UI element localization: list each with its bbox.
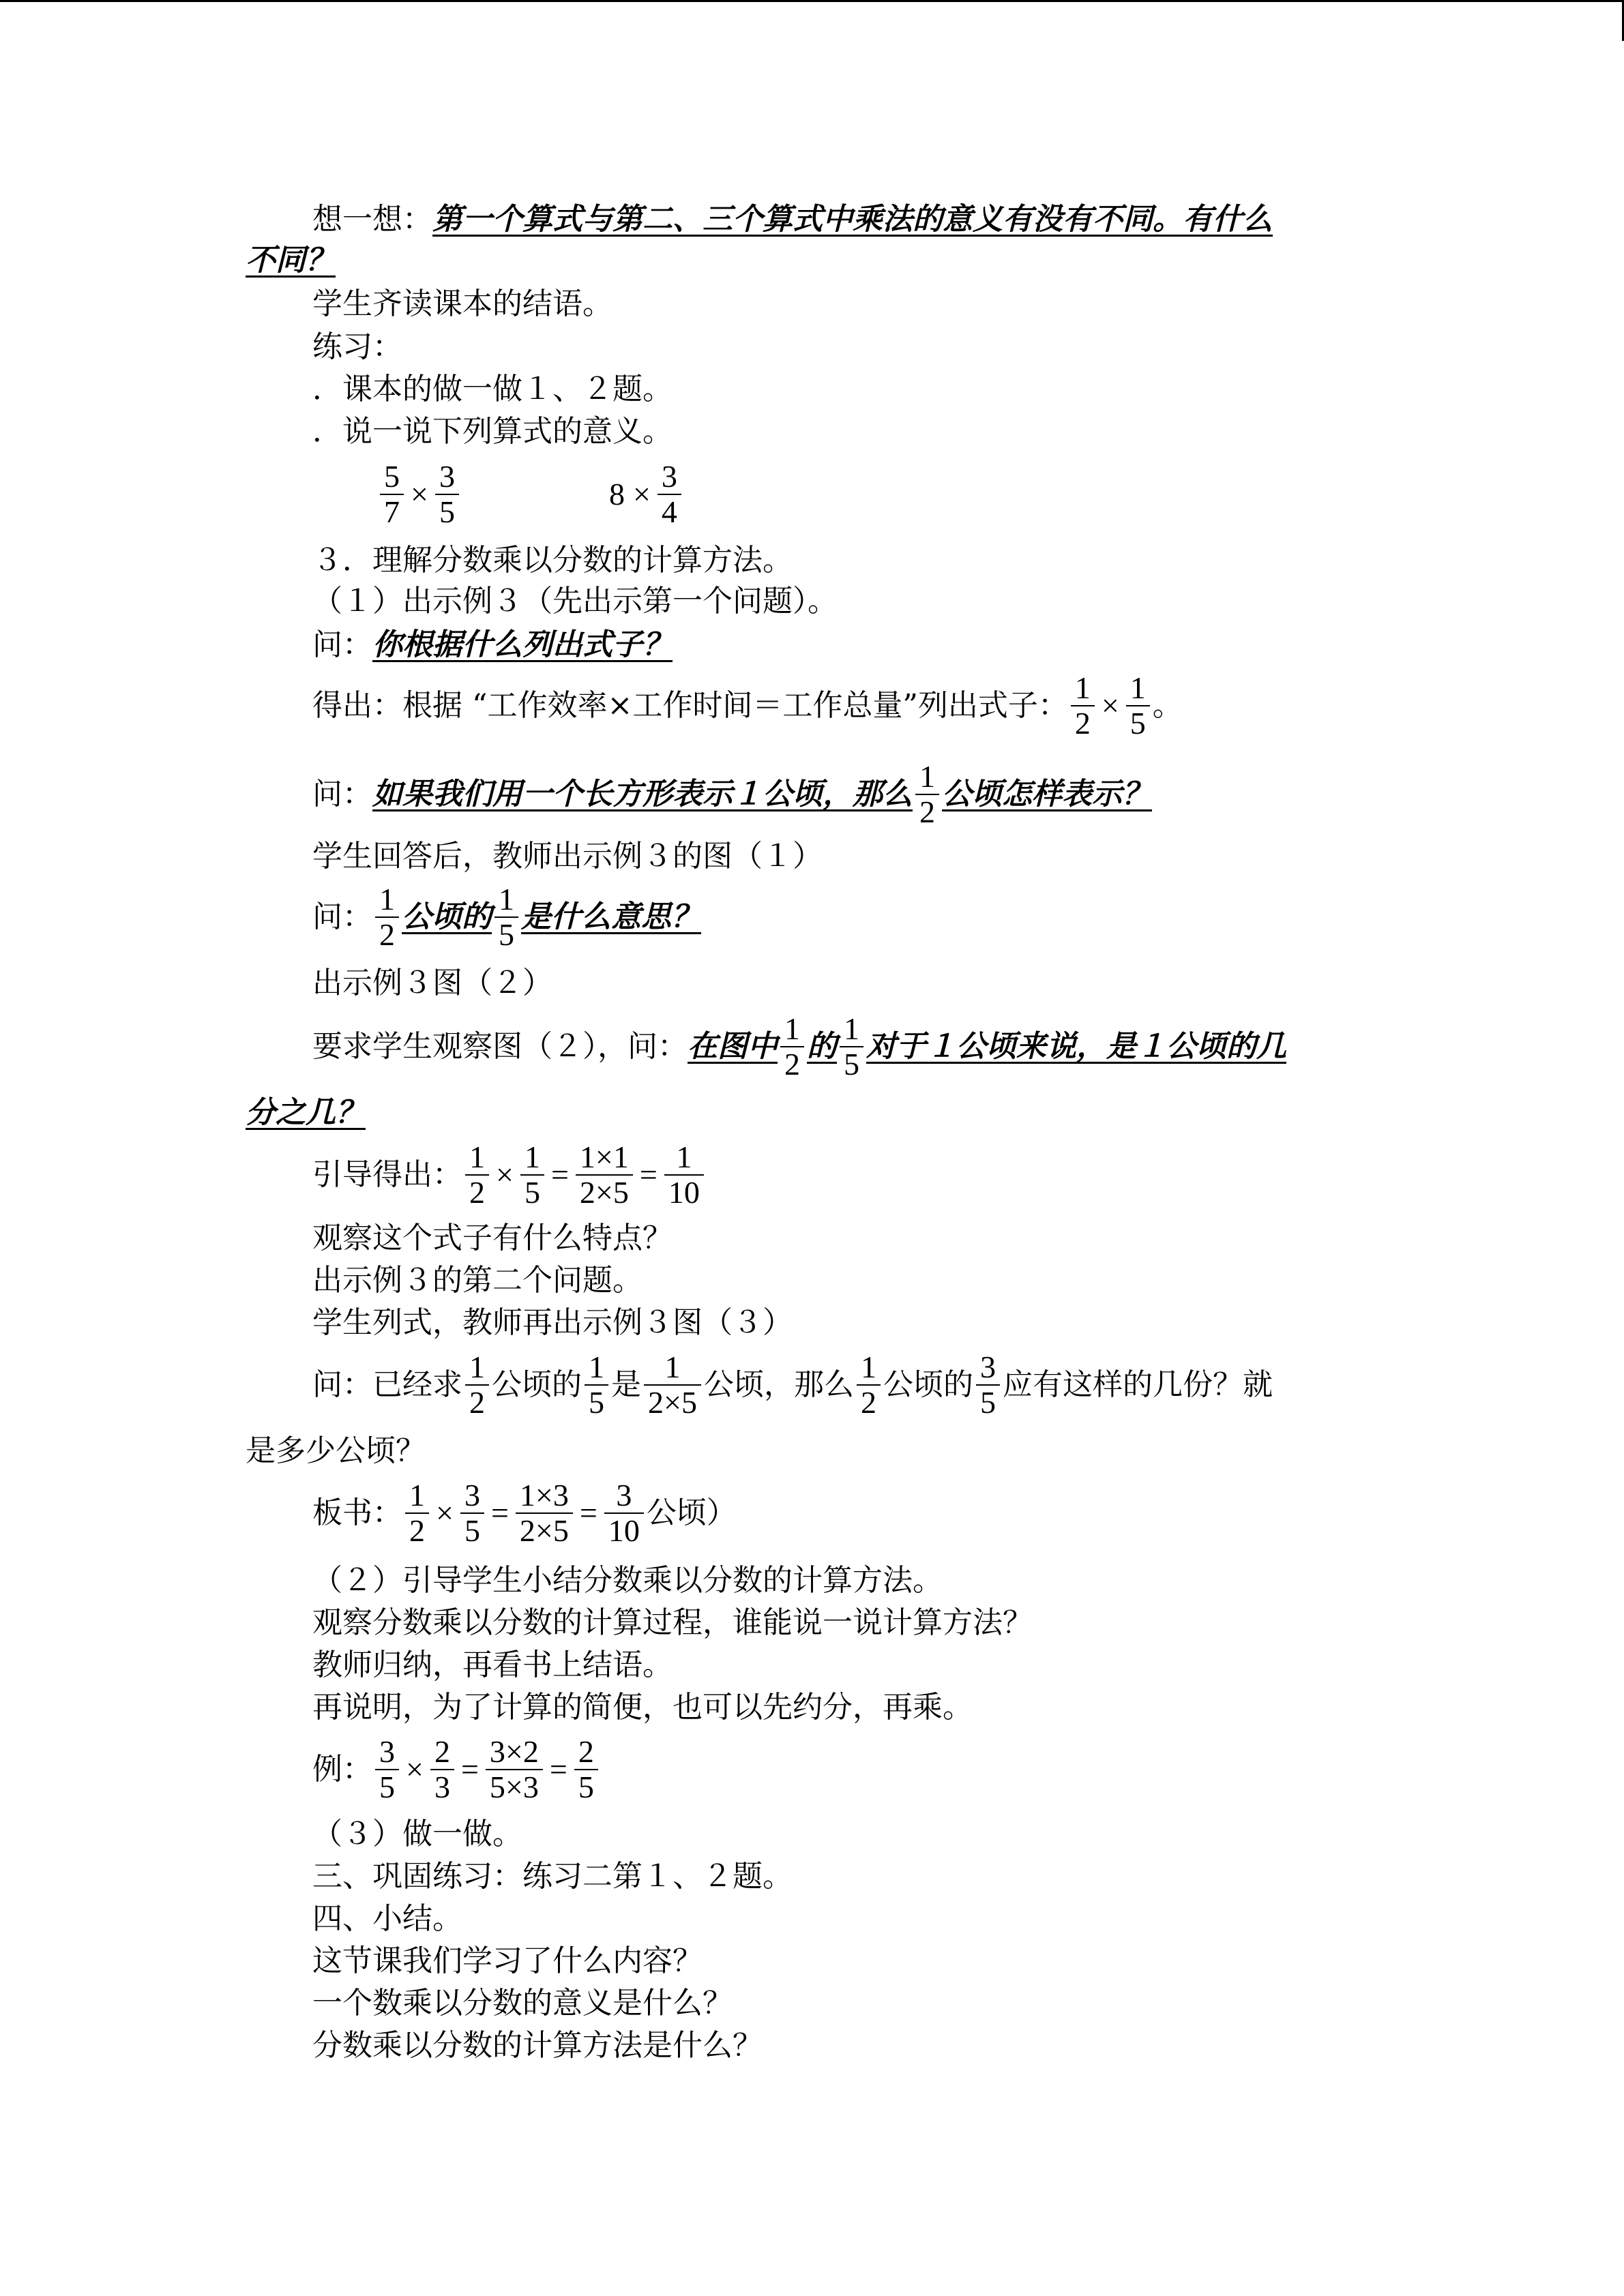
line-example-3: （１）出示例３（先出示第一个问题）。 (312, 584, 838, 618)
line-section-3: ３．理解分数乘以分数的计算方法。 (312, 543, 793, 578)
line-derive-formula: 得出：根据 “工作效率×工作时间＝工作总量”列出式子： $\frac{1}{2}$ × $\frac{1}{5}$ 。 (312, 670, 1183, 741)
line-summary-method: （２）引导学生小结分数乘以分数的计算方法。 (312, 1563, 943, 1598)
line-think (312, 199, 1273, 240)
line-summary-heading: 四、小结。 (312, 1901, 462, 1936)
fraction: $\frac{3\times 2}{5\times 3}$ (486, 1735, 543, 1804)
line-observe-process: 观察分数乘以分数的计算过程，谁能说一说计算方法？ (312, 1605, 1033, 1640)
fraction: $\frac{1}{5}$ (494, 882, 518, 952)
line-question-rectangle: 问： 如果我们用一个长方形表示１公顷，那么 $\frac{1}{2}$ 公顷怎样表示？ (312, 759, 1152, 829)
line-show-figure-3: 学生列式，教师再出示例３图（３） (312, 1305, 793, 1340)
line-think-cont (246, 240, 336, 281)
emphasized-question: 如果我们用一个长方形表示１公顷，那么 (372, 777, 913, 811)
line-practice: 练习： (312, 329, 402, 364)
line-question-portions-cont: 是多少公顷？ (246, 1433, 426, 1468)
times-sign: × (632, 477, 651, 511)
line-practice-1: ．课本的做一做１、２题。 (312, 372, 673, 406)
emphasized-question: 你根据什么列出式子？ (372, 627, 673, 662)
line-show-figure-1: 学生回答后，教师出示例３的图（１） (312, 839, 823, 874)
fraction: $\frac{1}{2\times 5}$ (644, 1350, 701, 1420)
equals-sign: = (460, 1752, 479, 1787)
line-example-reduce: 例： $\frac{3}{5}$ × $\frac{2}{3}$ = $\frac{3\times 2}{5\times 3}$ = $\frac{2}{5}$ (312, 1732, 601, 1807)
emphasized-question: 第一个算式与第二、三个算式中乘法的意义有没有不同。有什么 (432, 202, 1273, 237)
emphasized-question: 的 (807, 1029, 837, 1064)
line-observe-feature: 观察这个式子有什么特点？ (312, 1221, 673, 1255)
line-prefix: 想一想： (312, 202, 432, 237)
fraction: $\frac{1}{5}$ (1126, 671, 1150, 741)
fraction: $\frac{1}{2}$ (405, 1478, 429, 1548)
emphasized-question: 对于１公顷来说，是１公顷的几 (866, 1029, 1286, 1064)
times-sign: × (406, 1752, 424, 1787)
fraction: $\frac{2}{5}$ (574, 1735, 598, 1804)
emphasized-question: 不同？ (246, 243, 336, 278)
fraction: $\frac{5}{7}$ (380, 460, 404, 529)
line-practice-2: ．说一说下列算式的意义。 (312, 414, 673, 449)
equals-sign: = (549, 1752, 567, 1787)
line-guided-result: 引导得出： $\frac{1}{2}$ × $\frac{1}{5}$ = $\frac{1\times 1}{2\times 5}$ = $\frac{1}{10}$ (312, 1137, 707, 1212)
fraction: $\frac{1}{2}$ (915, 760, 939, 829)
fraction: $\frac{1}{5}$ (520, 1140, 544, 1210)
line-expressions (377, 457, 684, 532)
emphasized-question: 公顷怎样表示？ (942, 777, 1152, 811)
fraction: $\frac{3}{5}$ (375, 1735, 399, 1804)
line-teacher-summary: 教师归纳，再看书上结语。 (312, 1648, 673, 1682)
fraction: $\frac{2}{3}$ (430, 1735, 454, 1804)
fraction: $\frac{1}{2}$ (375, 882, 399, 952)
equals-sign: = (550, 1157, 569, 1192)
line-show-figure-2: 出示例３图（２） (312, 966, 552, 1000)
fraction: $\frac{1\times 3}{2\times 5}$ (516, 1478, 573, 1548)
emphasized-question: 是什么意思？ (521, 899, 701, 934)
line-summary-q1: 这节课我们学习了什么内容？ (312, 1943, 703, 1978)
line-read-conclusion: 学生齐读课本的结语。 (312, 286, 612, 321)
line-question-portions: 问：已经求 $\frac{1}{2}$ 公顷的 $\frac{1}{5}$ 是 $\frac{1}{2\times 5}$ 公顷，那么 $\frac{1}{2}$ 公顷的 $\frac{3}{5}$ 应有这样的几份？就 (312, 1350, 1273, 1420)
line-observe-figure-2-cont (246, 1092, 366, 1133)
line-observe-figure-2: 要求学生观察图（２），问： 在图中 $\frac{1}{2}$ 的 $\frac{1}{5}$ 对于１公顷来说，是１公顷的几 (312, 1011, 1286, 1082)
fraction: $\frac{1}{2}$ (465, 1350, 489, 1420)
line-summary-q2: 一个数乘以分数的意义是什么？ (312, 1986, 733, 2021)
emphasized-question: 在图中 (688, 1029, 778, 1064)
equals-sign: = (579, 1495, 597, 1530)
fraction: $\frac{3}{5}$ (976, 1350, 1000, 1420)
fraction: $\frac{1}{2}$ (1071, 671, 1095, 741)
fraction: $\frac{1\times 1}{2\times 5}$ (576, 1140, 633, 1210)
times-sign: × (411, 477, 428, 511)
line-blackboard: 板书： $\frac{1}{2}$ × $\frac{3}{5}$ = $\frac{1\times 3}{2\times 5}$ = $\frac{3}{10}$ 公顷） (312, 1478, 737, 1548)
equals-sign: = (639, 1157, 658, 1192)
emphasized-question: 分之几？ (246, 1095, 366, 1130)
fraction: $\frac{1}{2}$ (857, 1350, 881, 1420)
fraction: $\frac{1}{10}$ (664, 1140, 704, 1210)
fraction: $\frac{1}{2}$ (465, 1140, 489, 1210)
times-sign: × (436, 1495, 454, 1530)
fraction: $\frac{1}{2}$ (780, 1012, 804, 1082)
line-do-it: （３）做一做。 (312, 1817, 522, 1851)
fraction: $\frac{3}{10}$ (604, 1478, 644, 1548)
emphasized-question: 公顷的 (402, 899, 492, 934)
equals-sign: = (490, 1495, 509, 1530)
fraction: $\frac{3}{4}$ (658, 460, 681, 529)
times-sign: × (1101, 688, 1119, 723)
line-reduce-first: 再说明，为了计算的简便，也可以先约分，再乘。 (312, 1690, 973, 1725)
times-sign: × (496, 1157, 514, 1192)
fraction: $\frac{1}{5}$ (585, 1350, 608, 1420)
fraction: $\frac{3}{5}$ (435, 460, 459, 529)
line-second-question: 出示例３的第二个问题。 (312, 1263, 643, 1298)
line-summary-q3: 分数乘以分数的计算方法是什么？ (312, 2028, 763, 2063)
fraction: $\frac{1}{5}$ (840, 1012, 863, 1082)
line-question-basis: 问： 你根据什么列出式子？ (312, 625, 673, 666)
fraction: $\frac{3}{5}$ (460, 1478, 484, 1548)
line-consolidate: 三、巩固练习：练习二第１、２题。 (312, 1859, 793, 1894)
whole-number: 8 (608, 477, 625, 511)
page-top-border (0, 0, 1624, 2)
line-question-meaning: 问： $\frac{1}{2}$ 公顷的 $\frac{1}{5}$ 是什么意思？ (312, 882, 701, 952)
